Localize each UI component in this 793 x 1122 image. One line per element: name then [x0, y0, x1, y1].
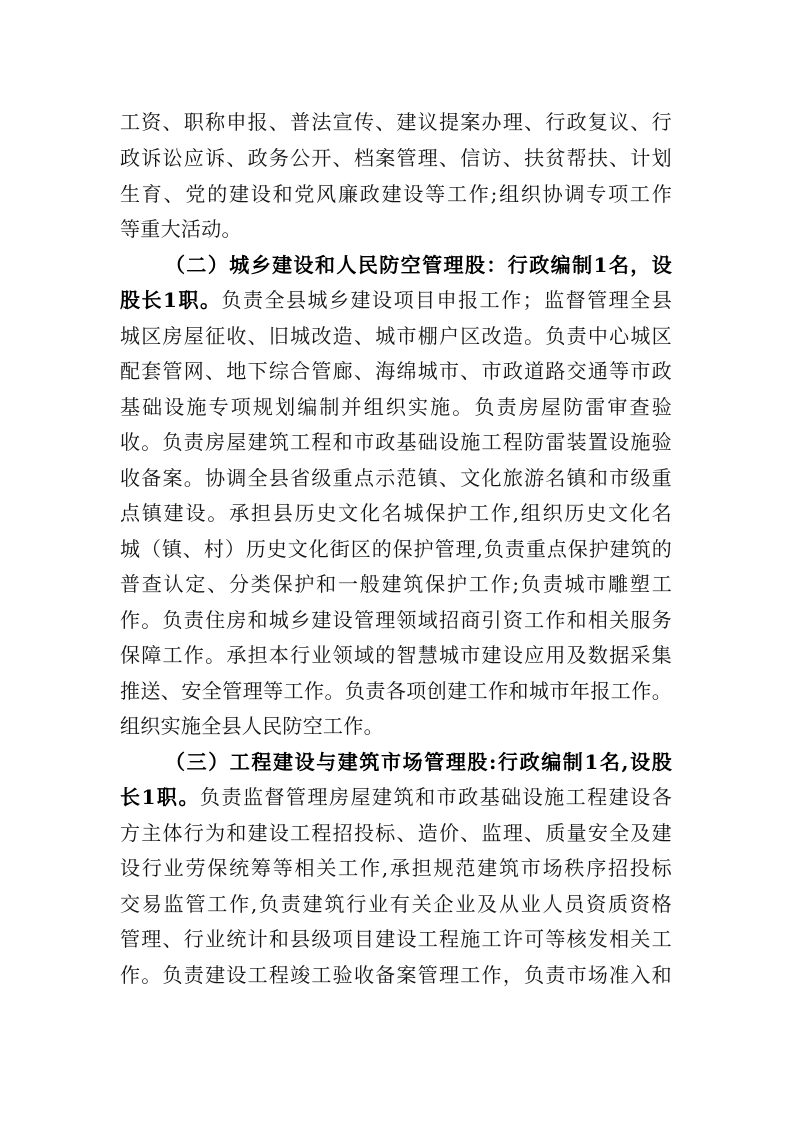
section2-line-4: 收。负责房屋建筑工程和市政基础设施工程防雷装置设施验	[120, 430, 672, 454]
section3-line-1: 方主体行为和建设工程招投标、造价、监理、质量安全及建	[120, 821, 672, 845]
section2-line-2: 配套管网、地下综合管廊、海绵城市、市政道路交通等市政	[120, 359, 672, 383]
section2-line-1: 城区房屋征收、旧城改造、城市棚户区改造。负责中心城区	[120, 324, 672, 348]
section2-line-9: 作。负责住房和城乡建设管理领域招商引资工作和相关服务	[120, 608, 672, 632]
section3-heading-tail: 长1职。	[120, 785, 200, 809]
section2-line-7: 城（镇、村）历史文化街区的保护管理,负责重点保护建筑的	[120, 537, 672, 561]
section3-line-2: 设行业劳保统筹等相关工作,承担规范建筑市场秩序招投标	[120, 856, 672, 880]
intro-line-2: 政诉讼应诉、政务公开、档案管理、信访、扶贫帮扶、计划	[120, 146, 672, 170]
intro-line-4: 等重大活动。	[120, 217, 242, 241]
section2-line-11: 推送、安全管理等工作。负责各项创建工作和城市年报工作。	[120, 679, 672, 703]
section2-line-12: 组织实施全县人民防空工作。	[120, 714, 384, 738]
section3-line-4: 管理、行业统计和县级项目建设工程施工许可等核发相关工	[120, 927, 672, 951]
section2-first-line	[120, 282, 672, 318]
section2-line-5: 收备案。协调全县省级重点示范镇、文化旅游名镇和市级重	[120, 466, 672, 490]
section3-first-text: 负责监督管理房屋建筑和市政基础设施工程建设各	[199, 785, 672, 809]
intro-line-1: 工资、职称申报、普法宣传、建议提案办理、行政复议、行	[120, 110, 672, 134]
section2-first-text: 负责全县城乡建设项目申报工作；监督管理全县	[221, 288, 672, 312]
section3-line-5: 作。负责建设工程竣工验收备案管理工作，负责市场准入和	[120, 963, 672, 987]
section3-heading: （三）工程建设与建筑市场管理股:行政编制1名,设股	[165, 750, 672, 774]
section2-heading: （二）城乡建设和人民防空管理股：行政编制1名，设	[165, 253, 672, 277]
section2-line-10: 保障工作。承担本行业领域的智慧城市建设应用及数据采集	[120, 643, 672, 667]
intro-line-3: 生育、党的建设和党风廉政建设等工作;组织协调专项工作	[120, 182, 672, 206]
section3-first-line	[120, 779, 672, 815]
section3-line-3: 交易监管工作,负责建筑行业有关企业及从业人员资质资格	[120, 892, 672, 916]
section2-line-6: 点镇建设。承担县历史文化名城保护工作,组织历史文化名	[120, 501, 672, 525]
section2-heading-tail: 股长1职。	[120, 288, 222, 312]
section2-line-3: 基础设施专项规划编制并组织实施。负责房屋防雷审查验	[120, 395, 672, 419]
section2-line-8: 普查认定、分类保护和一般建筑保护工作;负责城市雕塑工	[120, 572, 672, 596]
